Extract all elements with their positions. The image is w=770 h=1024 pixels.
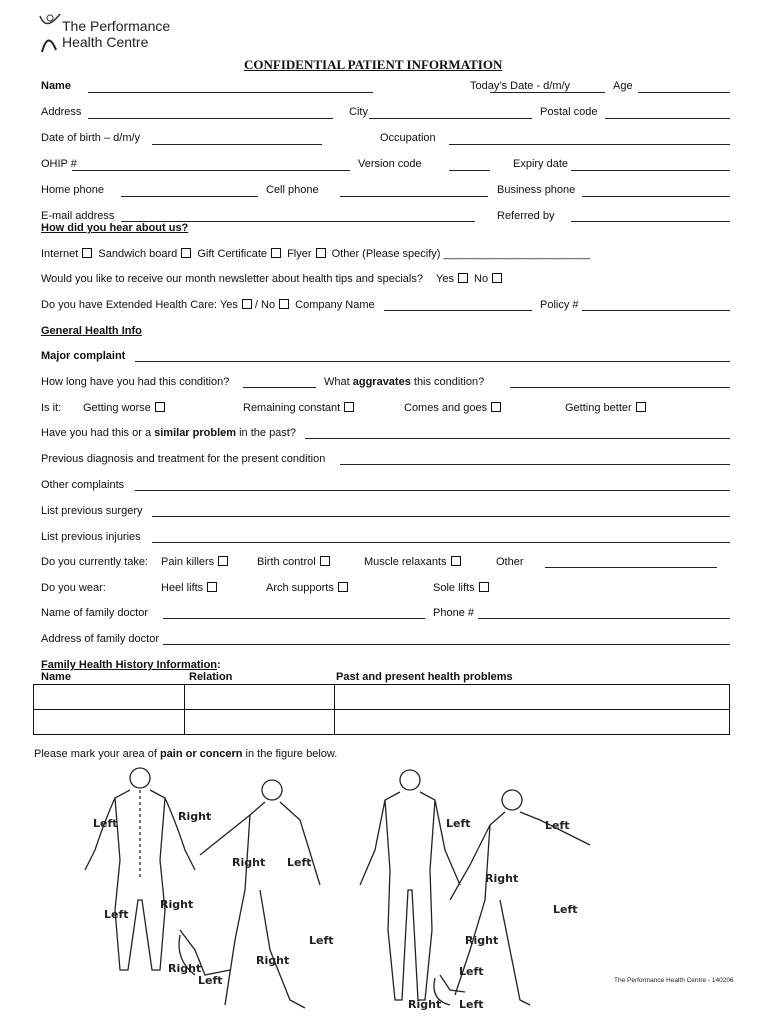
constant-option bbox=[243, 402, 357, 415]
other-complaints-field[interactable] bbox=[135, 490, 730, 491]
surgery-field[interactable] bbox=[152, 516, 730, 517]
similar-text-a: Have you had this or a bbox=[41, 427, 155, 439]
front-foot-left-label: Left bbox=[459, 965, 484, 978]
comes-goes-option bbox=[404, 402, 504, 415]
leg-right-label: Right bbox=[256, 954, 290, 967]
body-front-figure[interactable] bbox=[360, 770, 460, 1000]
business-phone-label: Business phone bbox=[497, 184, 576, 196]
logo bbox=[62, 18, 170, 50]
flyer-label: Flyer bbox=[287, 248, 312, 260]
footer-text: The Performance Health Centre - 140206 bbox=[614, 977, 734, 984]
sandwich-checkbox[interactable] bbox=[181, 248, 191, 258]
major-complaint-label: Major complaint bbox=[41, 350, 126, 362]
general-health-heading: General Health Info bbox=[41, 325, 142, 337]
other-complaints-label: Other complaints bbox=[41, 479, 125, 491]
table-cell[interactable] bbox=[185, 710, 335, 735]
cell-phone-label: Cell phone bbox=[266, 184, 319, 196]
address-label: Address bbox=[41, 106, 82, 118]
page-title: CONFIDENTIAL PATIENT INFORMATION bbox=[244, 57, 503, 72]
back-right-label-2: Right bbox=[160, 898, 194, 911]
col-relation: Relation bbox=[189, 671, 233, 683]
back-left-label: Left bbox=[93, 817, 118, 830]
how-long-field[interactable] bbox=[243, 387, 316, 388]
getting-worse-label: Getting worse bbox=[83, 402, 151, 414]
expiry-label: Expiry date bbox=[513, 158, 569, 170]
aggravates-label bbox=[324, 376, 484, 389]
aggravates-text-c: this condition? bbox=[410, 376, 485, 388]
col-name: Name bbox=[41, 671, 71, 683]
similar-text-b: similar problem bbox=[154, 427, 237, 439]
hear-heading: How did you hear about us? bbox=[41, 222, 189, 234]
gift-checkbox[interactable] bbox=[271, 248, 281, 258]
newsletter-options bbox=[436, 273, 505, 286]
gift-label: Gift Certificate bbox=[197, 248, 268, 260]
muscle-relax-label: Muscle relaxants bbox=[364, 556, 447, 568]
front-side-right-label: Right bbox=[485, 872, 519, 885]
doctor-address-field[interactable] bbox=[163, 644, 730, 645]
front-side-left-label-2: Left bbox=[553, 903, 578, 916]
injuries-field[interactable] bbox=[152, 542, 730, 543]
policy-label: Policy # bbox=[540, 299, 579, 311]
flyer-checkbox[interactable] bbox=[316, 248, 326, 258]
internet-label: Internet bbox=[41, 248, 79, 260]
aggravates-text-b: aggravates bbox=[352, 376, 411, 388]
back-left-label-2: Left bbox=[104, 908, 129, 921]
front-foot-left-label-2: Left bbox=[459, 998, 484, 1011]
front-left-label: Left bbox=[446, 817, 471, 830]
table-cell[interactable] bbox=[335, 710, 730, 735]
family-heading-colon: : bbox=[217, 659, 221, 671]
body-back-figure[interactable] bbox=[85, 768, 195, 970]
doctor-phone-label: Phone # bbox=[433, 607, 474, 619]
constant-checkbox[interactable] bbox=[344, 402, 354, 412]
foot-left-label: Left bbox=[198, 974, 223, 987]
pain-text-a: Please mark your area of bbox=[34, 748, 160, 760]
newsletter-yes-label: Yes bbox=[436, 273, 454, 285]
pain-text-b: pain or concern bbox=[159, 748, 243, 760]
ehc-no-checkbox[interactable] bbox=[279, 299, 289, 309]
table-cell[interactable] bbox=[34, 710, 185, 735]
sandwich-label: Sandwich board bbox=[98, 248, 178, 260]
sole-checkbox[interactable] bbox=[479, 582, 489, 592]
comes-goes-label: Comes and goes bbox=[404, 402, 488, 414]
newsletter-question: Would you like to receive our month newsletter about health tips and specials? bbox=[41, 273, 423, 285]
referred-field[interactable] bbox=[571, 221, 730, 222]
company-field[interactable] bbox=[384, 310, 532, 311]
city-field[interactable] bbox=[369, 118, 532, 119]
date-label: Today’s Date - d/m/y bbox=[470, 80, 571, 92]
family-history-table bbox=[33, 684, 730, 735]
table-cell[interactable] bbox=[185, 685, 335, 710]
ohip-field[interactable] bbox=[72, 170, 350, 171]
pain-killers-label: Pain killers bbox=[161, 556, 215, 568]
logo-figure-icon bbox=[38, 12, 64, 56]
home-phone-label: Home phone bbox=[41, 184, 104, 196]
birth-control-option bbox=[257, 556, 333, 569]
table-row bbox=[34, 685, 730, 710]
name-field[interactable] bbox=[88, 92, 373, 93]
version-label: Version code bbox=[358, 158, 422, 170]
getting-better-option bbox=[565, 402, 649, 415]
newsletter-no-label: No bbox=[474, 273, 489, 285]
business-phone-field[interactable] bbox=[582, 196, 730, 197]
side-left-label: Left bbox=[287, 856, 312, 869]
ohip-label: OHIP # bbox=[41, 158, 77, 170]
newsletter-no-checkbox[interactable] bbox=[492, 273, 502, 283]
home-phone-field[interactable] bbox=[121, 196, 258, 197]
arch-checkbox[interactable] bbox=[338, 582, 348, 592]
comes-goes-checkbox[interactable] bbox=[491, 402, 501, 412]
heel-label: Heel lifts bbox=[161, 582, 204, 594]
getting-worse-option bbox=[83, 402, 168, 415]
age-field[interactable] bbox=[638, 92, 730, 93]
back-right-label: Right bbox=[178, 810, 212, 823]
heel-checkbox[interactable] bbox=[207, 582, 217, 592]
getting-better-label: Getting better bbox=[565, 402, 632, 414]
table-cell[interactable] bbox=[335, 685, 730, 710]
table-row bbox=[34, 710, 730, 735]
dob-label: Date of birth – d/m/y bbox=[41, 132, 141, 144]
foot-right-label: Right bbox=[168, 962, 202, 975]
similar-field[interactable] bbox=[305, 438, 730, 439]
ehc-yes-checkbox[interactable] bbox=[242, 299, 252, 309]
logo-text-1: The Performance bbox=[62, 18, 171, 34]
injuries-label: List previous injuries bbox=[41, 531, 141, 543]
aggravates-text-a: What bbox=[324, 376, 353, 388]
arch-label: Arch supports bbox=[266, 582, 334, 594]
is-it-label: Is it: bbox=[41, 402, 62, 414]
version-field[interactable] bbox=[449, 170, 490, 171]
major-complaint-field[interactable] bbox=[135, 361, 730, 362]
birth-control-label: Birth control bbox=[257, 556, 316, 568]
surgery-label: List previous surgery bbox=[41, 505, 143, 517]
front-side-left-label: Left bbox=[545, 819, 570, 832]
getting-worse-checkbox[interactable] bbox=[155, 402, 165, 412]
referred-label: Referred by bbox=[497, 210, 555, 222]
arch-option bbox=[266, 582, 351, 595]
dob-field[interactable] bbox=[152, 144, 322, 145]
side-right-label: Right bbox=[232, 856, 266, 869]
doctor-field[interactable] bbox=[163, 618, 425, 619]
other-med-field[interactable] bbox=[545, 567, 717, 568]
heel-option bbox=[161, 582, 220, 595]
hear-options bbox=[41, 248, 590, 261]
ehc-question: Do you have Extended Health Care: Yes bbox=[41, 299, 238, 311]
muscle-relax-option bbox=[364, 556, 464, 569]
internet-checkbox[interactable] bbox=[82, 248, 92, 258]
aggravates-field[interactable] bbox=[510, 387, 730, 388]
policy-field[interactable] bbox=[582, 310, 730, 311]
date-field[interactable] bbox=[490, 92, 605, 93]
muscle-relax-checkbox[interactable] bbox=[451, 556, 461, 566]
front-foot-right-label: Right bbox=[408, 998, 442, 1011]
ehc-row bbox=[41, 299, 375, 312]
age-label: Age bbox=[613, 80, 633, 92]
birth-control-checkbox[interactable] bbox=[320, 556, 330, 566]
occupation-field[interactable] bbox=[449, 144, 730, 145]
company-label: Company Name bbox=[295, 299, 375, 311]
doctor-address-label: Address of family doctor bbox=[41, 633, 159, 645]
family-heading-text: Family Health History Information bbox=[41, 659, 218, 671]
other-med-label: Other bbox=[496, 556, 524, 568]
col-problems: Past and present health problems bbox=[336, 671, 513, 683]
cell-phone-field[interactable] bbox=[340, 196, 488, 197]
wear-label: Do you wear: bbox=[41, 582, 106, 594]
how-long-label: How long have you had this condition? bbox=[41, 376, 230, 388]
logo-text-2: Health Centre bbox=[62, 34, 149, 50]
prev-diag-field[interactable] bbox=[340, 464, 730, 465]
constant-label: Remaining constant bbox=[243, 402, 341, 414]
pain-killers-option bbox=[161, 556, 231, 569]
prev-diag-label: Previous diagnosis and treatment for the present condition bbox=[41, 453, 326, 465]
front-side-right-label-2: Right bbox=[465, 934, 499, 947]
expiry-field[interactable] bbox=[571, 170, 730, 171]
name-label: Name bbox=[41, 80, 71, 92]
pain-text-c: in the figure below. bbox=[242, 748, 338, 760]
email-label: E-mail address bbox=[41, 210, 115, 222]
sole-label: Sole lifts bbox=[433, 582, 475, 594]
city-label: City bbox=[349, 106, 368, 118]
occupation-label: Occupation bbox=[380, 132, 436, 144]
body-diagram[interactable] bbox=[0, 760, 770, 1024]
doctor-phone-field[interactable] bbox=[478, 618, 730, 619]
address-field[interactable] bbox=[88, 118, 333, 119]
table-cell[interactable] bbox=[34, 685, 185, 710]
getting-better-checkbox[interactable] bbox=[636, 402, 646, 412]
take-label: Do you currently take: bbox=[41, 556, 148, 568]
newsletter-yes-checkbox[interactable] bbox=[458, 273, 468, 283]
doctor-label: Name of family doctor bbox=[41, 607, 148, 619]
postal-label: Postal code bbox=[540, 106, 598, 118]
leg-left-label: Left bbox=[309, 934, 334, 947]
similar-text-c: in the past? bbox=[236, 427, 296, 439]
sole-option bbox=[433, 582, 492, 595]
other-specify-field[interactable]: Other (Please specify) ________________________ bbox=[331, 248, 591, 260]
pain-killers-checkbox[interactable] bbox=[218, 556, 228, 566]
postal-field[interactable] bbox=[605, 118, 730, 119]
similar-label bbox=[41, 427, 296, 440]
ehc-no-label: / No bbox=[254, 299, 276, 311]
